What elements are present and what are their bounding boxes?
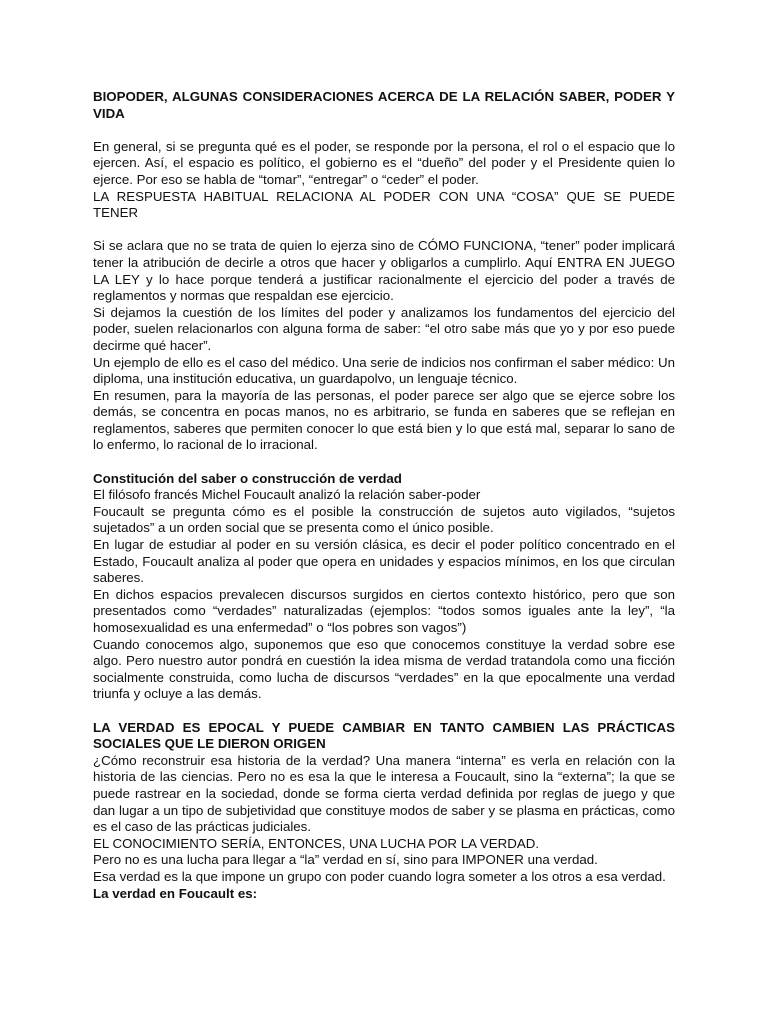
paragraph: En general, si se pregunta qué es el poder, se responde por la persona, el rol o el espacio que lo ejercen. Así, el espacio es político, el gobierno es el “dueño” del poder y el Presidente quien lo ejerce. Por eso se habla de “tomar”, “entregar” o “ceder” el poder.	[93, 138, 675, 187]
paragraph: Un ejemplo de ello es el caso del médico. Una serie de indicios nos confirman el saber médico: Un diploma, una institución educativa, un guardapolvo, un lenguaje técnico.	[93, 354, 675, 387]
paragraph: Foucault se pregunta cómo es el posible la construcción de sujetos auto vigilados, “sujetos sujetados” a un orden social que se presenta como el único posible.	[93, 503, 675, 536]
paragraph: En resumen, para la mayoría de las personas, el poder parece ser algo que se ejerce sobre los demás, se concentra en pocas manos, no es arbitrario, se funda en saberes que se reflejan en reglamentos, saberes que permiten conocer lo que está bien y lo que está mal, separar lo sano de lo enfermo, lo racional de lo irracional.	[93, 387, 675, 453]
paragraph: EL CONOCIMIENTO SERÍA, ENTONCES, UNA LUCHA POR LA VERDAD.	[93, 835, 540, 851]
paragraph: En lugar de estudiar al poder en su versión clásica, es decir el poder político concentrado en el Estado, Foucault analiza al poder que opera en unidades y espacios mínimos, en los que circulan saberes.	[93, 537, 675, 586]
paragraph: En dichos espacios prevalecen discursos surgidos en ciertos contexto histórico, pero que son presentados como “verdades” naturalizadas (ejemplos: “todos somos iguales ante la ley”, “la homosexualidad es una enfermedad” o “los pobres son vagos”)	[93, 586, 675, 635]
spacer	[93, 703, 675, 720]
paragraph: Pero no es una lucha para llegar a “la” verdad en sí, sino para IMPONER una verdad.	[93, 852, 598, 868]
section-heading: La verdad en Foucault es:	[93, 885, 258, 901]
paragraph: ¿Cómo reconstruir esa historia de la verdad? Una manera “interna” es verla en relación con la historia de las ciencias. Pero no es esa la que le interesa a Foucault, sino la “externa”; la que se puede rastrear en la sociedad, donde se forma cierta verdad definida por reglas de juego y que dan lugar a un tipo de subjetividad que constituye modos de saber y se plasma en prácticas, como es el caso de las prácticas judiciales.	[93, 752, 675, 835]
spacer	[93, 454, 675, 471]
section-heading: LA VERDAD ES EPOCAL Y PUEDE CAMBIAR EN TANTO CAMBIEN LAS PRÁCTICAS SOCIALES QUE LE DIERON ORIGEN	[93, 719, 675, 752]
section-heading: Constitución del saber o construcción de verdad	[93, 470, 402, 486]
paragraph: Esa verdad es la que impone un grupo con poder cuando logra someter a los otros a esa verdad.	[93, 868, 666, 884]
spacer	[93, 222, 675, 239]
paragraph: LA RESPUESTA HABITUAL RELACIONA AL PODER CON UNA “COSA” QUE SE PUEDE TENER	[93, 188, 675, 221]
paragraph: Cuando conocemos algo, suponemos que eso que conocemos constituye la verdad sobre ese algo. Pero nuestro autor pondrá en cuestión la idea misma de verdad tratandola como una ficción socialmente construida, como lucha de discursos “verdades” en la que epocalmente una verdad triunfa y ocluye a las demás.	[93, 636, 675, 702]
paragraph: El filósofo francés Michel Foucault analizó la relación saber-poder	[93, 487, 481, 503]
paragraph: Si dejamos la cuestión de los límites del poder y analizamos los fundamentos del ejercicio del poder, suelen relacionarlos con alguna forma de saber: “el otro sabe más que yo y por eso puede decirme qué hacer”.	[93, 304, 675, 353]
document-title: BIOPODER, ALGUNAS CONSIDERACIONES ACERCA DE LA RELACIÓN SABER, PODER Y VIDA	[93, 89, 675, 121]
spacer	[93, 122, 675, 139]
paragraph: Si se aclara que no se trata de quien lo ejerza sino de CÓMO FUNCIONA, “tener” poder implicará tener la atribución de decirle a otros que hacer y obligarlos a cumplirlo. Aquí ENTRA EN JUEGO LA LEY y lo hace porque tenderá a justificar racionalmente el ejercicio del poder a través de reglamentos y normas que respaldan ese ejercicio.	[93, 238, 675, 304]
document-page	[93, 86, 675, 902]
